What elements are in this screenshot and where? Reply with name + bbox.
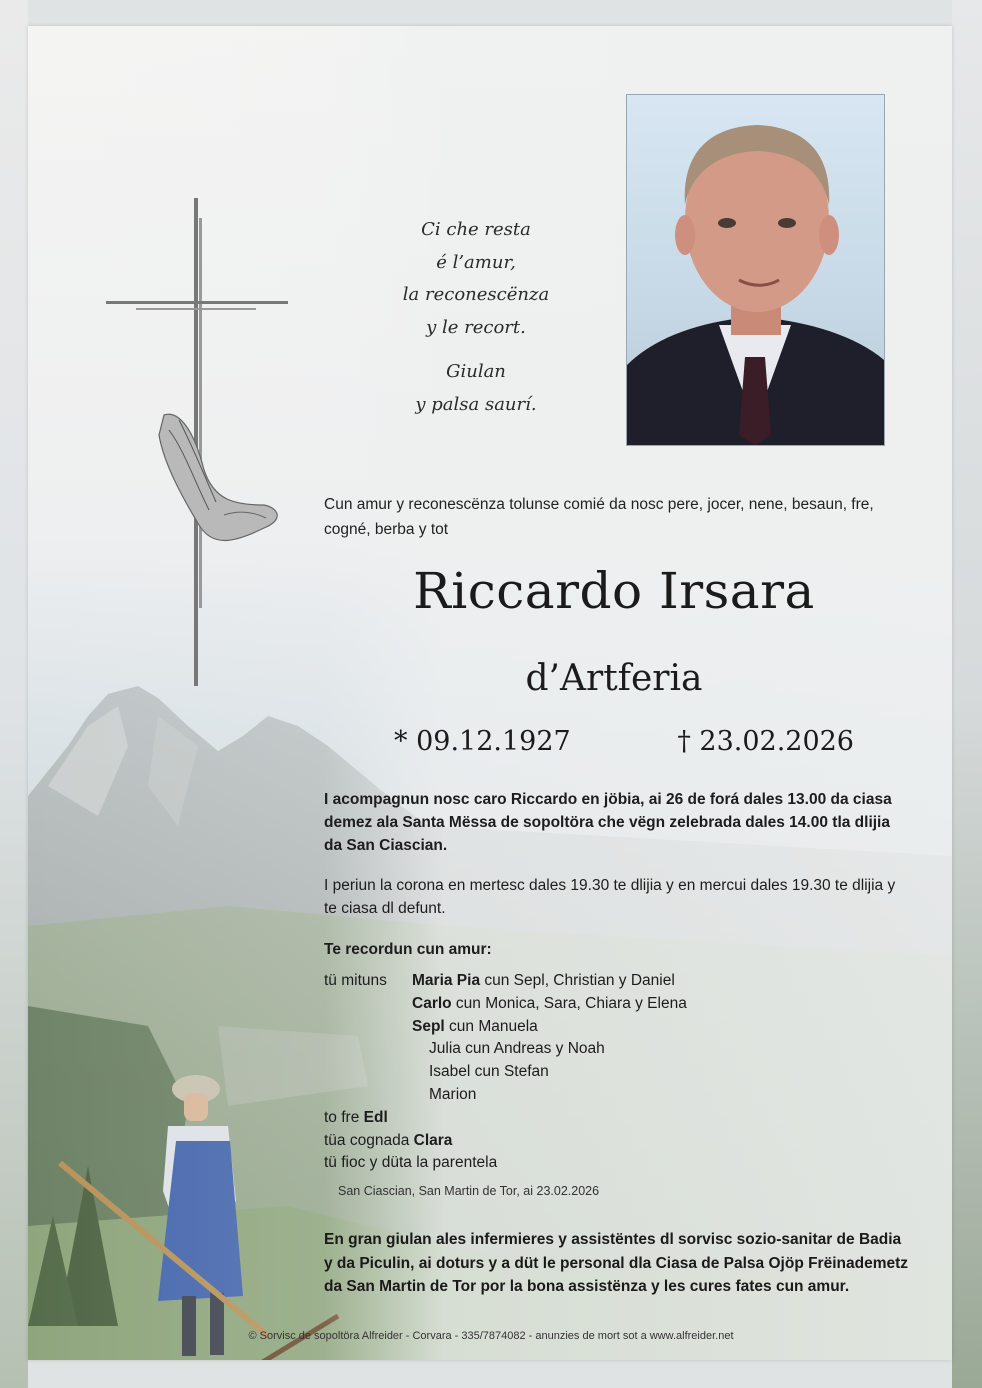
family-member-rest: Isabel cun Stefan [429,1063,549,1081]
verse-line: é l’amur, [436,251,516,273]
verse-line: la reconescënza [402,284,550,305]
portrait-photo [626,94,885,446]
family-list [324,970,884,1175]
family-prefix: tüa cognada [324,1131,414,1149]
family-row [324,970,884,993]
death-date: † 23.02.2026 [677,726,854,757]
family-member-rest: cun Manuela [444,1017,538,1035]
family-row [324,1130,884,1153]
intro-text: Cun amur y reconescënza tolunse comié da nosc pere, jocer, nene, besaun, fre, cogné, berba y tot [324,496,874,538]
verse-line: y palsa saurí. [415,393,537,415]
family-member-rest: tü fioc y düta la parentela [324,1154,498,1172]
family-member: Carlo [412,994,452,1012]
family-row [324,1084,884,1107]
obituary-card [28,26,952,1360]
family-member-rest: Julia cun Andreas y Noah [429,1040,605,1058]
family-row [324,1061,884,1084]
family-row [324,993,884,1016]
life-dates [394,726,854,757]
family-member-rest: cun Monica, Sara, Chiara y Elena [451,994,687,1012]
verse-line: Ci che resta [421,219,531,240]
verse-line: Giulan [446,361,506,382]
deceased-name: Riccardo Irsara [413,562,815,620]
family-member: Sepl [412,1017,445,1035]
verse-line: y le recort. [426,316,526,338]
border-left [0,0,28,1388]
thanks-text: En gran giulan ales infermieres y assistëntes dl sorvisc sozio-sanitar de Badia y da Piculin, ai doturs y a düt le personal dla Ciasa de Palsa Ojöp Frëinademetz da San Martin de Tor por la bona assistënza y les cures fates cun amur. [324,1231,909,1295]
funeral-announcement: I acompagnun nosc caro Riccardo en jöbia, ai 26 de forá dales 13.00 da ciasa demez ala Santa Mëssa de sopoltöra che vëgn zelebrada dales 14.00 tla dlijia da San Ciascian. [324,791,892,854]
family-member: Edl [363,1108,388,1126]
remember-heading: Te recordun cun amur: [324,941,492,958]
family-row [324,1107,884,1130]
family-member: Maria Pia [412,972,481,989]
memorial-verse [366,214,586,421]
birth-date: * 09.12.1927 [394,726,571,757]
house-name: d’Artferia [525,658,703,699]
cross-praying-hands-icon [106,198,291,688]
place-date: San Ciascian, San Martin de Tor, ai 23.02.2026 [338,1184,600,1198]
border-right [952,0,982,1388]
family-prefix: tü mituns [324,972,387,989]
family-member: Clara [413,1131,453,1149]
family-prefix: to fre [324,1108,364,1126]
prayer-announcement: I periun la corona en mertesc dales 19.30 te dlijia y en mercui dales 19.30 te dlijia y te ciasa dl defunt. [324,877,896,917]
family-member-rest: Marion [429,1085,477,1103]
family-member-rest: cun Sepl, Christian y Daniel [480,972,675,989]
family-row [324,1152,884,1175]
portrait-image [627,95,884,445]
family-row [324,1038,884,1061]
footer-credit: © Sorvisc de sopoltöra Alfreider - Corvara - 335/7874082 - anunzies de mort sot a www.alfreider.net [248,1330,734,1342]
family-row [324,1016,884,1039]
